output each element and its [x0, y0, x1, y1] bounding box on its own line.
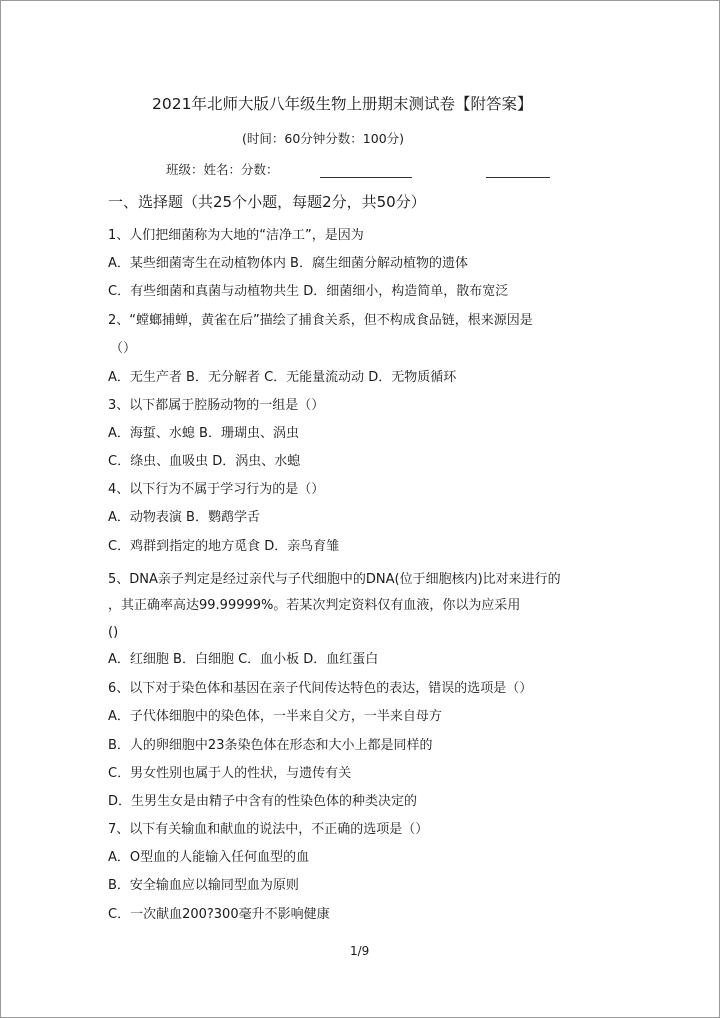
question-line: A．子代体细胞中的染色体，一半来自父方，一半来自母方 — [108, 709, 442, 724]
question-line: 1、人们把细菌称为大地的“洁净工”，是因为 — [108, 228, 364, 243]
question-line: （） — [110, 341, 137, 356]
section-heading: 一、选择题（共25个小题，每题2分，共50分） — [108, 193, 426, 211]
question-line: A．某些细菌寄生在动植物体内 B．腐生细菌分解动植物的遗体 — [108, 256, 468, 271]
question-line: C．鸡群到指定的地方觅食 D．亲鸟育雏 — [108, 539, 340, 554]
question-line: A．动物表演 B．鹦鹉学舌 — [108, 510, 260, 525]
question-line: 6、以下对于染色体和基因在亲子代间传达特色的表达，错误的选项是（） — [108, 681, 533, 696]
question-line: C．绦虫、血吸虫 D．涡虫、水螅 — [108, 454, 301, 469]
blank-line — [486, 177, 550, 178]
question-line: 5、DNA亲子判定是经过亲代与子代细胞中的DNA(位于细胞核内)比对来进行的 — [108, 572, 561, 587]
question-line: C．男女性别也属于人的性状，与遗传有关 — [108, 766, 352, 781]
question-line: C．有些细菌和真菌与动植物共生 D．细菌细小，构造简单，散布宽泛 — [108, 284, 509, 299]
question-line: A．O型血的人能输入任何血型的血 — [108, 850, 310, 865]
document-title: 2021年北师大版八年级生物上册期末测试卷【附答案】 — [152, 95, 533, 113]
question-line: A．无生产者 B．无分解者 C．无能量流动动 D．无物质循环 — [108, 370, 457, 385]
question-line: B．安全输血应以输同型血为原则 — [108, 878, 299, 893]
exam-info: (时间：60分钟分数：100分) — [242, 131, 405, 146]
question-line: 2、“螳螂捕蝉，黄雀在后”描绘了捕食关系，但不构成食品链，根来源因是 — [108, 313, 533, 328]
question-line: 4、以下行为不属于学习行为的是（） — [108, 482, 325, 497]
question-line: () — [108, 625, 119, 640]
question-line: A．红细胞 B．白细胞 C．血小板 D．血红蛋白 — [108, 652, 379, 667]
question-line: A．海蜇、水螅 B．珊瑚虫、涡虫 — [108, 426, 299, 441]
student-info-label: 班级：姓名：分数： — [166, 162, 279, 177]
question-line: B．人的卵细胞中23条染色体在形态和大小上都是同样的 — [108, 738, 433, 753]
question-line: 3、以下都属于腔肠动物的一组是（） — [108, 398, 325, 413]
blank-line — [320, 177, 412, 178]
page-number: 1/9 — [350, 944, 370, 958]
question-line: D．生男生女是由精子中含有的性染色体的种类决定的 — [108, 794, 418, 809]
question-line: 7、以下有关输血和献血的说法中，不正确的选项是（） — [108, 822, 429, 837]
question-line: C．一次献血200?300毫升不影响健康 — [108, 907, 330, 922]
question-line: ，其正确率高达99.99999%。若某次判定资料仅有血液，你以为应采用 — [108, 598, 521, 613]
